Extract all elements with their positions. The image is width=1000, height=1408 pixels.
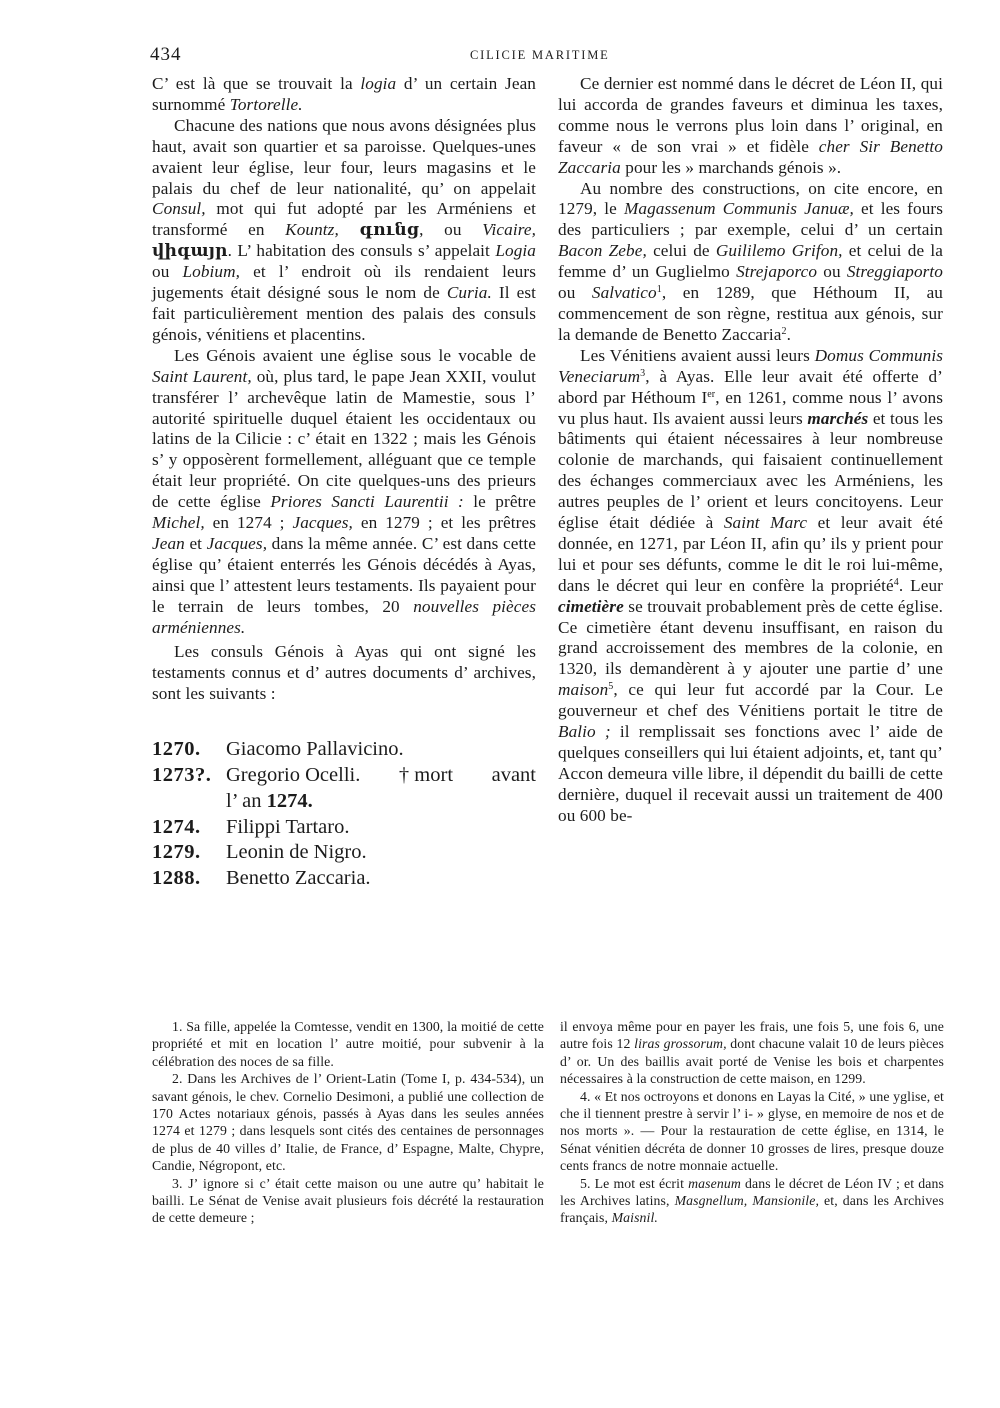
consul-entry-continuation [152, 789, 536, 815]
running-title: CILICIE MARITIME [470, 48, 610, 62]
paragraph: Les consuls Génois à Ayas qui ont signé les testaments connus et d’ autres documents d’ archives, sont les suivants : [152, 642, 536, 704]
footnote-continuation: il envoya même pour en payer les frais, une fois 5, une fois 6, une autre fois 12 liras grossorum, dont chacune valait 10 de leurs pièces d’ or. Un des baillis avait porté de Venise les bois et charpentes nécessaires à la construction de cette maison, en 1299. [560, 1019, 944, 1087]
footnote: 4. « Et nos octroyons et donons en Layas la Cité, » une yglise, et che il tiennent prestre à servir l’ i- » glyse, en memoire de nos et de nos morts ». — Pour la restauration de cette église, en 1314, le Sénat vénitien décréta de donner 10 grosses de lires, presque douze cents francs de notre monnaie actuelle. [560, 1088, 944, 1174]
consul-entry [152, 840, 536, 866]
footnote: 1. Sa fille, appelée la Comtesse, vendit en 1300, la moitié de cette propriété et mit en location l’ autre moitié, pour subvenir à la célébration des noces de sa fille. [152, 1019, 544, 1069]
consul-entry [152, 866, 536, 892]
page-number: 434 [150, 44, 182, 65]
paragraph: Au nombre des constructions, on cite encore, en 1279, le Magassenum Communis Januæ, et les fours des particuliers ; par exemple, celui d’ un certain Bacon Zebe, celui de Guililemo Grifon, et celui de la femme d’ un Guglielmo Strejaporco ou Streggiaporto ou Salvatico$^1$, en 1289, que Héthoum II, au commencement de son règne, restitua aux génois, sur la demande de Benetto Zaccaria$^2$. [558, 178, 944, 344]
consul-death-note: † mort [398, 763, 454, 786]
paragraph: Chacune des nations que nous avons désignées plus haut, avait son quartier et sa paroisse. Quelques-unes avaient leur église, leur four, leurs magasins et le palais du chef de leur nationalité, qu’ on appelait Consul, mot qui fut adopté par les Arméniens et transformé en Kountz, գունց, ou Vicaire, վիգայր. L’ habitation des consuls s’ appelait Logia ou Lobium, et l’ endroit où ils rendaient leurs jugements était désigné sous le nom de Curia. Il est fait particulièrement mention des palais des consuls génois, vénitiens et placentins. [152, 115, 536, 344]
paragraph: Les Génois avaient une église sous le vocable de Saint Laurent, où, plus tard, le pape Jean XXII, voulut transférer l’ archevêque latin de Mamestie, sous l’ autorité spirituelle duquel étaient les occidentaux ou latins de la Cilicie : c’ était en 1322 ; mais les Génois s’ y opposèrent formellement, alléguant que ce temple était leur propriété. On cite quelques-uns des prieurs de cette église Priores Sancti Laurentii : le prêtre Michel, en 1274 ; Jacques, en 1279 ; et les prêtres Jean et Jacques, dans la même année. C’ est dans cette église qu’ étaient enterrés les Génois décédés à Ayas, ainsi que l’ attestent leurs testaments. Ils payaient pour le terrain de leurs tombes, 20 nouvelles pièces arméniennes. [152, 345, 536, 637]
consul-name: Leonin de Nigro. [226, 841, 367, 864]
consul-death-note: avant [491, 763, 536, 786]
consul-name: Filippi Tartaro. [226, 815, 350, 838]
footnote: 3. J’ ignore si c’ était cette maison ou une autre qu’ habitait le bailli. Le Sénat de Venise avait plusieurs fois décrété la restauration de cette demeure ; [152, 1175, 544, 1226]
consul-entry [152, 815, 536, 841]
consul-entry [152, 763, 536, 789]
footnotes-left [152, 1018, 544, 1227]
consul-entry [152, 737, 536, 763]
left-column [152, 74, 536, 892]
footnotes-right [560, 1018, 944, 1227]
consul-name: Giacomo Pallavicino. [226, 738, 404, 761]
paragraph: Les Vénitiens avaient aussi leurs Domus Communis Veneciarum$^3$, à Ayas. Elle leur avait été offerte d’ abord par Héthoum Ier, en 1261, comme nous l’ avons vu plus haut. Ils avaient aussi leurs marchés et tous les bâtiments qui étaient nécessaires à leur nombreuse colonie de marchands, qui faisaient continuellement des échanges commerciaux avec les Arméniens, les autres peuples de l’ orient et leurs concitoyens. Leur église était dédiée à Saint Marc et leur avait été donnée, en 1271, par Léon II, afin qu’ ils y prient pour lui et pour ses défunts, comme le dit le roi lui-même, dans le décret qui leur en confère la propriété$^4$. Leur cimetière se trouvait probablement près de cette église. Ce cimetière étant devenu insuffisant, en raison du grand accroissement des membres de la colonie, en 1320, ils demandèrent à y ajouter une partie d’ une maison$^5$, ce qui leur fut accordé par la Cour. Le gouverneur et chef des Vénitiens portait le titre de Balio ; il remplissait ses fonctions avec l’ aide de quelques conseillers qui lui étaient adjoints, et, tant qu’ Accon demeura ville libre, il dépendit du bailli de cette dernière, duquel il recevait aussi un traitement de 400 ou 600 be- [558, 345, 944, 825]
consul-year: 1273?. [152, 763, 212, 786]
consul-list [152, 737, 536, 892]
consul-death-note-text: l’ an [226, 789, 262, 812]
paragraph: C’ est là que se trouvait la logia d’ un certain Jean surnommé Tortorelle. [152, 74, 536, 114]
consul-death-note [226, 789, 536, 815]
consul-year: 1270. [152, 738, 201, 761]
consul-year: 1279. [152, 841, 201, 864]
right-column [558, 74, 943, 827]
consul-name: Gregorio Ocelli. [226, 763, 361, 786]
paragraph: Ce dernier est nommé dans le décret de Léon II, qui lui accorda de grandes faveurs et diminua les taxes, comme nous le verrons plus loin dans l’ original, en faveur « de son vrai » et fidèle cher Sir Benetto Zaccaria pour les » marchands génois ». [558, 74, 943, 177]
consul-name: Benetto Zaccaria. [226, 867, 371, 890]
consul-name-line [226, 763, 536, 789]
footnote: 5. Le mot est écrit masenum dans le décret de Léon IV ; et dans les Archives latins, Masgnellum, Mansionile, et, dans les Archives français, Maisnil. [560, 1175, 944, 1226]
footnote: 2. Dans les Archives de l’ Orient-Latin (Tome I, p. 434-534), un savant génois, le chev. Cornelio Desimoni, a publié une collection de 170 Actes notariaux génois, passés à Ayas dans les seules années 1274 et 1279 ; dans lesquels sont cités des centaines de personnages de plus de 40 villes d’ Italie, de France, d’ Espagne, Malte, Chypre, Candie, Négropont, etc. [152, 1071, 544, 1174]
consul-year: 1288. [152, 867, 201, 890]
consul-year: 1274. [152, 815, 201, 838]
consul-death-year: 1274. [266, 789, 313, 812]
